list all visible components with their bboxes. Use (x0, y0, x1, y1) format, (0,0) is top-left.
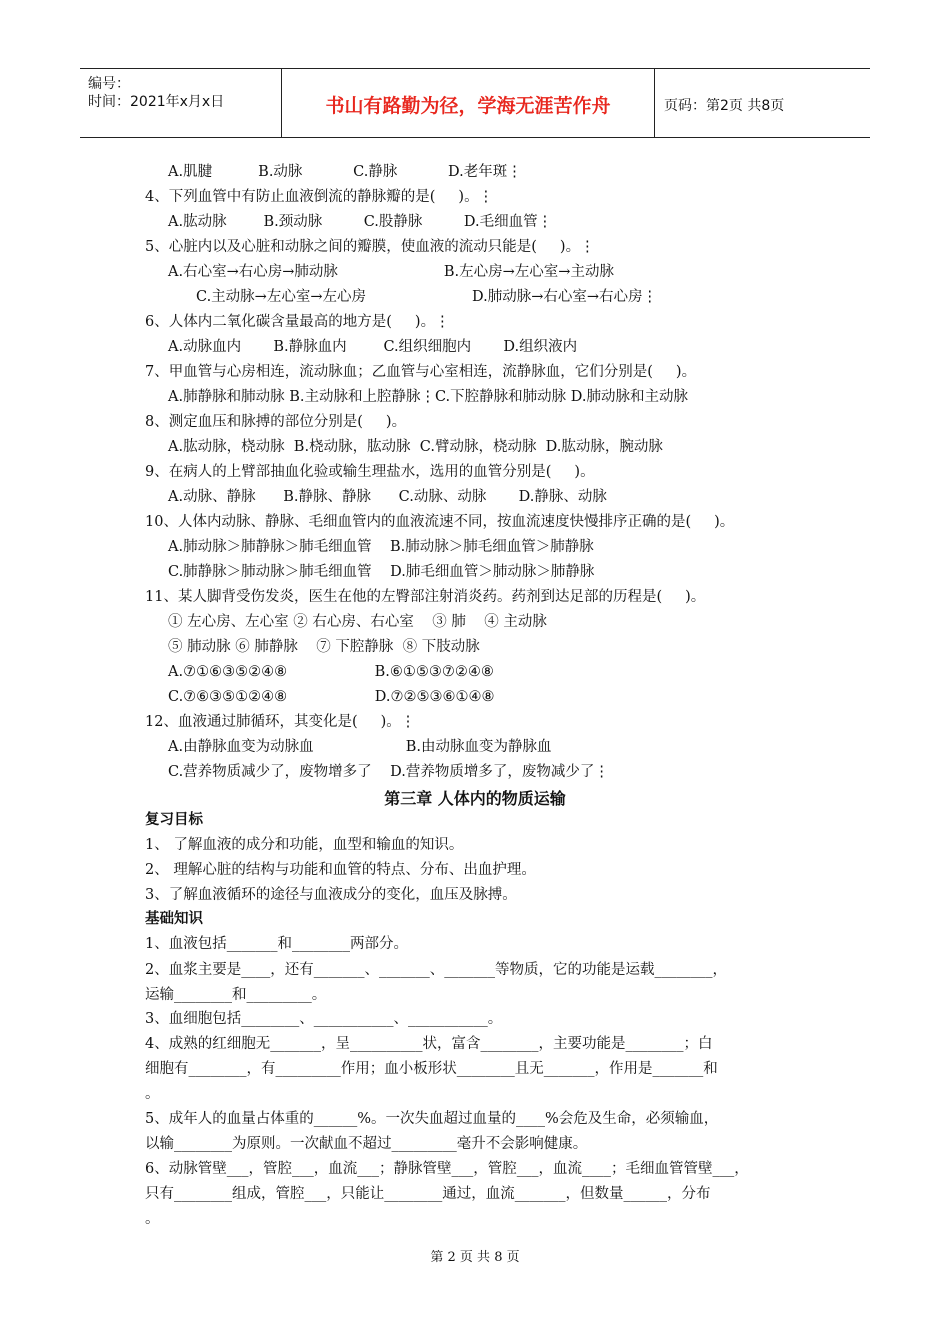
fill-blank-line: 4、成熟的红细胞无_______，呈__________状，富含________，主要功能是________；白 (145, 1036, 713, 1052)
question-text: 9、在病人的上臂部抽血化验或输生理盐水，选用的血管分别是( )。 (145, 464, 595, 480)
basic-heading: 基础知识 (145, 911, 203, 927)
motto-text: 书山有路勤为径，学海无涯苦作舟 (325, 95, 611, 117)
question-text: 11、某人脚背受伤发炎，医生在他的左臀部注射消炎药。药剂到达足部的历程是( )。 (145, 589, 706, 605)
fill-blank-line: 1、血液包括_______和________两部分。 (145, 936, 408, 952)
fill-blank-line: 只有________组成，管腔___，只能让________通过，血流_______，但数量______，分布 (145, 1186, 711, 1202)
question-text: 5、心脏内以及心脏和动脉之间的瓣膜，使血液的流动只能是( )。⋮ (145, 239, 595, 255)
review-item: 3、了解血液循环的途径与血液成分的变化，血压及脉搏。 (145, 887, 517, 903)
fill-blank-line: 6、动脉管壁___，管腔___，血流___；静脉管壁___，管腔___，血流____；毛细血管管壁___， (145, 1161, 749, 1177)
time-label: 时间：2021年x月x日 (88, 94, 225, 110)
answer-options: A.肺动脉＞肺静脉＞肺毛细血管 B.肺动脉＞肺毛细血管＞肺静脉 (168, 539, 594, 555)
fill-blank-line: 5、成年人的血量占体重的______%。一次失血超过血量的____%会危及生命，必须输血， (145, 1111, 719, 1127)
answer-options: A.右心室→右心房→肺动脉 B.左心房→左心室→主动脉 (168, 264, 614, 280)
question-text: 8、测定血压和脉搏的部位分别是( )。 (145, 414, 407, 430)
question-items: ⑤ 肺动脉 ⑥ 肺静脉 ⑦ 下腔静脉 ⑧ 下肢动脉 (168, 639, 480, 655)
fill-blank-line: 。 (145, 1211, 160, 1227)
answer-options: A.⑦①⑥③⑤②④⑧ B.⑥①⑤③⑦②④⑧ (168, 664, 494, 680)
question-text: 7、甲血管与心房相连，流动脉血；乙血管与心室相连，流静脉血，它们分别是( )。 (145, 364, 697, 380)
question-text: 12、血液通过肺循环，其变化是( )。⋮ (145, 714, 416, 730)
answer-options: A.肌腱 B.动脉 C.静脉 D.老年斑⋮ (168, 164, 522, 180)
number-label: 编号： (88, 76, 130, 92)
review-item: 2、 理解心脏的结构与功能和血管的特点、分布、出血护理。 (145, 862, 536, 878)
answer-options: A.由静脉血变为动脉血 B.由动脉血变为静脉血 (168, 739, 552, 755)
answer-options: A.肱动脉，桡动脉 B.桡动脉，肱动脉 C.臂动脉，桡动脉 D.肱动脉，腕动脉 (168, 439, 663, 455)
fill-blank-line: 3、血细胞包括________、___________、___________。 (145, 1011, 503, 1027)
answer-options: C.肺静脉＞肺动脉＞肺毛细血管 D.肺毛细血管＞肺动脉＞肺静脉 (168, 564, 595, 580)
answer-options: A.肺静脉和肺动脉 B.主动脉和上腔静脉⋮C.下腔静脉和肺动脉 D.肺动脉和主动脉 (168, 389, 688, 405)
question-text: 6、人体内二氧化碳含量最高的地方是( )。⋮ (145, 314, 450, 330)
page-footer: 第 2 页 共 8 页 (430, 1250, 520, 1265)
answer-options: A.肱动脉 B.颈动脉 C.股静脉 D.毛细血管⋮ (168, 214, 553, 230)
review-item: 1、 了解血液的成分和功能，血型和输血的知识。 (145, 837, 464, 853)
header-motto-cell (281, 69, 655, 137)
answer-options: A.动脉、静脉 B.静脉、静脉 C.动脉、动脉 D.静脉、动脉 (168, 489, 607, 505)
question-text: 4、下列血管中有防止血液倒流的静脉瓣的是( )。⋮ (145, 189, 494, 205)
answer-options: C.主动脉→左心室→左心房 D.肺动脉→右心室→右心房⋮ (196, 289, 658, 305)
page-header (80, 68, 870, 138)
fill-blank-line: 细胞有________，有_________作用；血小板形状________且无_______，作用是_______和 (145, 1061, 718, 1077)
fill-blank-line: 运输________和_________。 (145, 987, 327, 1003)
header-page-cell (654, 69, 870, 137)
fill-blank-line: 2、血浆主要是____，还有_______、_______、_______等物质，它的功能是运载________， (145, 962, 727, 978)
fill-blank-line: 以输________为原则。一次献血不超过_________毫升不会影响健康。 (145, 1136, 588, 1152)
page-number-label: 页码：第2页 共8页 (664, 98, 785, 114)
fill-blank-line: 。 (145, 1086, 160, 1102)
answer-options: A.动脉血内 B.静脉血内 C.组织细胞内 D.组织液内 (168, 339, 578, 355)
answer-options: C.营养物质减少了，废物增多了 D.营养物质增多了，废物减少了⋮ (168, 764, 609, 780)
header-meta-cell (80, 69, 280, 137)
chapter-title: 第三章 人体内的物质运输 (384, 789, 566, 808)
question-items: ① 左心房、左心室 ② 右心房、右心室 ③ 肺 ④ 主动脉 (168, 614, 547, 630)
answer-options: C.⑦⑥③⑤①②④⑧ D.⑦②⑤③⑥①④⑧ (168, 689, 495, 705)
review-heading: 复习目标 (145, 812, 203, 828)
question-text: 10、人体内动脉、静脉、毛细血管内的血液流速不同，按血流速度快慢排序正确的是( )。 (145, 514, 735, 530)
